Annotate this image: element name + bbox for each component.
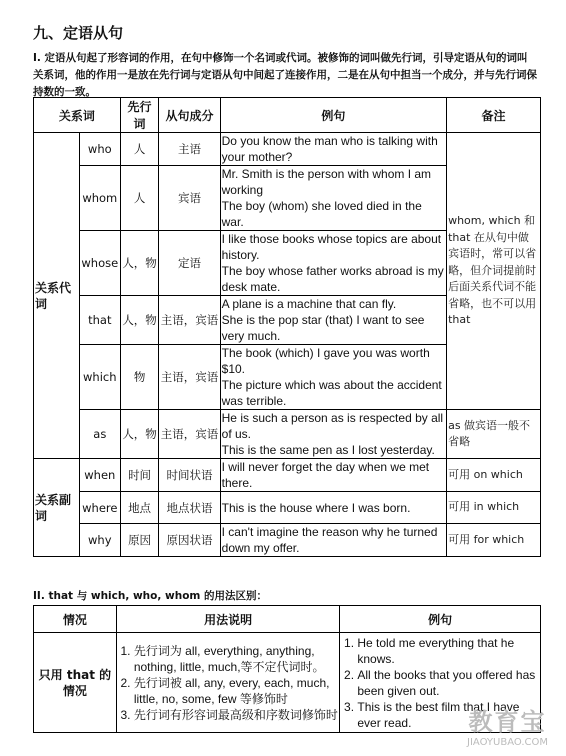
row-example: I like those books whose topics are about history. The boy whose father works abroad is my desk mate. <box>220 231 446 296</box>
example-item: 3. This is the best film that I have ever read. <box>357 699 539 731</box>
row-example: Mr. Smith is the person with whom I am working The boy (whom) she loved died in the war. <box>220 166 446 231</box>
row-role: 主语 <box>159 133 220 166</box>
row-antecedent: 原因 <box>120 524 159 557</box>
row-word: that <box>79 296 120 345</box>
usage-item: 1. 先行词为 all, everything, anything, nothing, little, much,等不定代词时。 <box>134 643 339 675</box>
row-antecedent: 人 <box>120 133 159 166</box>
row-role: 地点状语 <box>159 492 220 524</box>
watermark-url: JIAOYUBAO.COM <box>467 737 548 748</box>
header-clause-role: 从句成分 <box>159 98 220 133</box>
usage-item: 2. 先行词被 all, any, every, each, much, little, no, some, few 等修饰时 <box>134 675 339 707</box>
row-example: The book (which) I gave you was worth $10. The picture which was about the accident was terrible. <box>220 345 446 410</box>
usage-list-cell <box>116 633 340 733</box>
row-word: whom <box>79 166 120 231</box>
row-example: This is the house where I was born. <box>220 492 446 524</box>
row-antecedent: 地点 <box>120 492 159 524</box>
adverb-note: 可用 for which <box>447 524 541 557</box>
example-item: 2. All the books that you offered has been given out. <box>357 667 539 699</box>
adverb-note: 可用 in which <box>447 492 541 524</box>
row-example: Do you know the man who is talking with your mother? <box>220 133 446 166</box>
header-relative-word: 关系词 <box>34 98 121 133</box>
row-antecedent: 物 <box>120 345 159 410</box>
row-example: I can't imagine the reason why he turned down my offer. <box>220 524 446 557</box>
row-example: A plane is a machine that can fly. She is the pop star (that) I want to see very much. <box>220 296 446 345</box>
row-role: 主语，宾语 <box>159 410 220 459</box>
header-antecedent: 先行词 <box>120 98 159 133</box>
that-usage-table <box>33 605 541 733</box>
row-role: 宾语 <box>159 166 220 231</box>
row-antecedent: 人，物 <box>120 231 159 296</box>
group-relative-adverb: 关系副词 <box>34 459 80 557</box>
example-item: 1. He told me everything that he knows. <box>357 635 539 667</box>
as-note: as 做宾语一般不省略 <box>447 410 541 459</box>
adverb-note: 可用 on which <box>447 459 541 492</box>
row-word: who <box>79 133 120 166</box>
row-role: 定语 <box>159 231 220 296</box>
row-role: 原因状语 <box>159 524 220 557</box>
group-relative-pronoun: 关系代词 <box>34 133 80 459</box>
row-role: 主语，宾语 <box>159 296 220 345</box>
usage-item: 3. 先行词有形容词最高级和序数词修饰时 <box>134 707 339 723</box>
section-2-title: II. that 与 which, who, whom 的用法区别： <box>33 590 268 602</box>
watermark-logo: 教育宝 <box>468 708 547 736</box>
header-example: 例句 <box>340 606 541 633</box>
row-antecedent: 人，物 <box>120 296 159 345</box>
row-word: where <box>79 492 120 524</box>
row-word: as <box>79 410 120 459</box>
row-word: when <box>79 459 120 492</box>
header-usage: 用法说明 <box>116 606 340 633</box>
row-role: 时间状语 <box>159 459 220 492</box>
watermark <box>467 702 548 748</box>
header-note: 备注 <box>447 98 541 133</box>
row-word: why <box>79 524 120 557</box>
row-antecedent: 人 <box>120 166 159 231</box>
pronoun-note: whom, which 和 that 在从句中做宾语时，常可以省略，但介词提前时后面关系代词不能省略，也不可以用 that <box>447 133 541 410</box>
relative-words-table <box>33 97 541 557</box>
row-role: 主语，宾语 <box>159 345 220 410</box>
usage-list <box>118 643 339 723</box>
row-example: I will never forget the day when we met there. <box>220 459 446 492</box>
row-word: which <box>79 345 120 410</box>
row-word: whose <box>79 231 120 296</box>
row-situation: 只用 that 的情况 <box>34 633 117 733</box>
row-antecedent: 人，物 <box>120 410 159 459</box>
header-situation: 情况 <box>34 606 117 633</box>
row-antecedent: 时间 <box>120 459 159 492</box>
section-title: 九、定语从句 <box>33 24 124 42</box>
row-example: He is such a person as is respected by all of us. This is the same pen as I lost yesterday. <box>220 410 446 459</box>
intro-paragraph: I. 定语从句起了形容词的作用，在句中修饰一个名词或代词。被修饰的词叫做先行词，引导定语从句的词叫关系词，他的作用一是放在先行词与定语从句中间起了连接作用，二是在从句中担当一个成分，并与先行词保持数的一致。 <box>33 52 537 98</box>
header-example: 例句 <box>220 98 446 133</box>
